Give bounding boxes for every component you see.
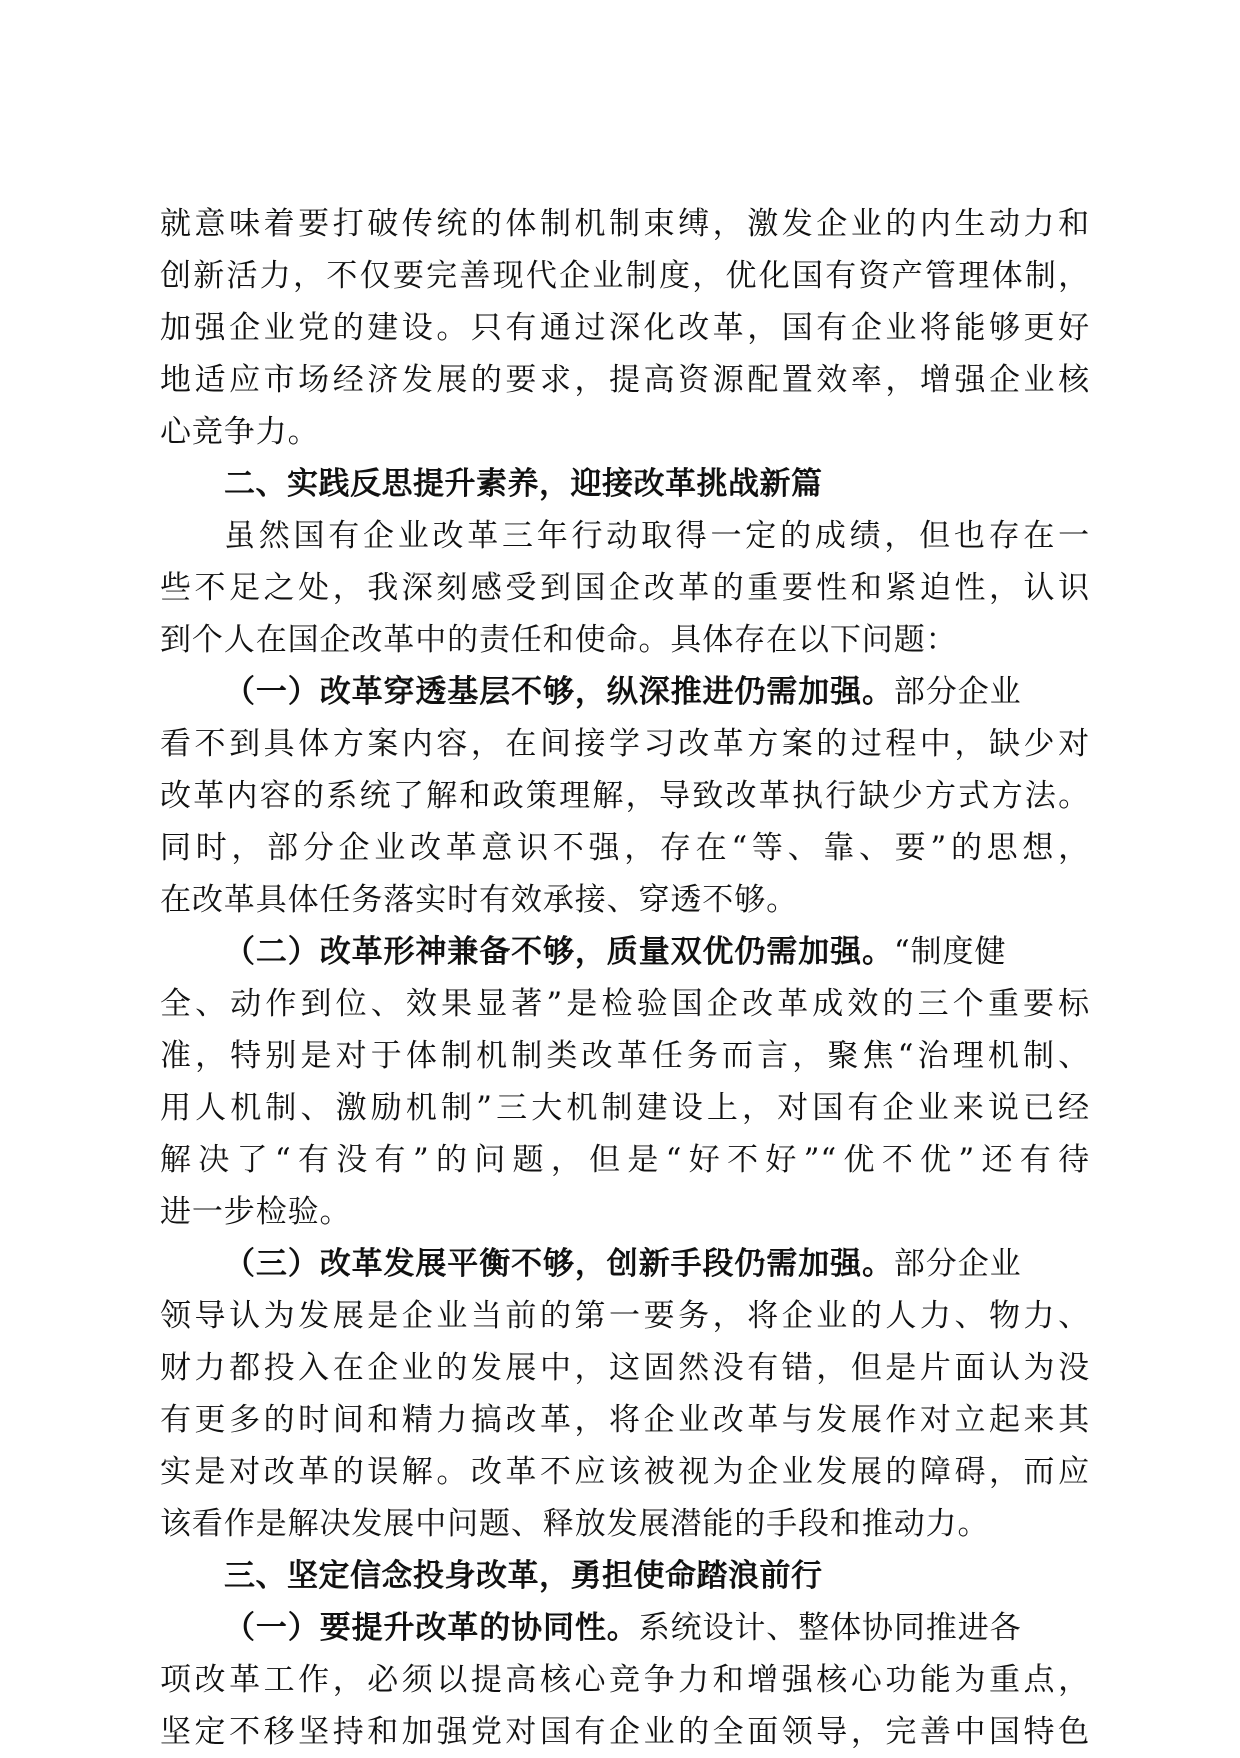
text-line: 领导认为发展是企业当前的第一要务，将企业的人力、物力、 [160, 1298, 1090, 1334]
text-line: 该看作是解决发展中问题、释放发展潜能的手段和推动力。 [160, 1506, 990, 1542]
text-line: 坚定不移坚持和加强党对国有企业的全面领导，完善中国特色 [160, 1714, 1090, 1750]
text-line: 准，特别是对于体制机制类改革任务而言，聚焦“治理机制、 [160, 1038, 1090, 1074]
text-line: 加强企业党的建设。只有通过深化改革，国有企业将能够更好 [160, 310, 1090, 346]
text-line: 在改革具体任务落实时有效承接、穿透不够。 [160, 882, 798, 918]
subsection-lead: （三）改革发展平衡不够，创新手段仍需加强。 [224, 1246, 894, 1282]
text-line: 改革内容的系统了解和政策理解，导致改革执行缺少方式方法。 [160, 778, 1090, 814]
subsection-lead: （二）改革形神兼备不够，质量双优仍需加强。 [224, 934, 894, 970]
text-line: 地适应市场经济发展的要求，提高资源配置效率，增强企业核 [160, 362, 1090, 398]
subsection-lead: （一）要提升改革的协同性。 [224, 1610, 639, 1646]
section-heading: 二、实践反思提升素养，迎接改革挑战新篇 [224, 466, 823, 502]
subsection-line [160, 1238, 1090, 1290]
text-line: 用人机制、激励机制”三大机制建设上，对国有企业来说已经 [160, 1090, 1090, 1126]
text-line: 全、动作到位、效果显著”是检验国企改革成效的三个重要标 [160, 986, 1090, 1022]
subsection-text: 部分企业 [893, 674, 1022, 710]
text-line: 有更多的时间和精力搞改革，将企业改革与发展作对立起来其 [160, 1402, 1090, 1438]
text-line: 同时，部分企业改革意识不强，存在“等、靠、要”的思想， [160, 830, 1090, 866]
text-line: 就意味着要打破传统的体制机制束缚，激发企业的内生动力和 [160, 206, 1090, 242]
text-line: 财力都投入在企业的发展中，这固然没有错，但是片面认为没 [160, 1350, 1090, 1386]
subsection-lead: （一）改革穿透基层不够，纵深推进仍需加强。 [224, 674, 894, 710]
subsection-text: “制度健 [893, 934, 1007, 970]
subsection-line [160, 926, 1090, 978]
paragraph-first-line: 虽然国有企业改革三年行动取得一定的成绩，但也存在一 [224, 518, 1090, 554]
text-line: 创新活力，不仅要完善现代企业制度，优化国有资产管理体制， [160, 258, 1090, 294]
text-line: 项改革工作，必须以提高核心竞争力和增强核心功能为重点， [160, 1662, 1090, 1698]
text-line: 心竞争力。 [160, 414, 320, 450]
text-line: 到个人在国企改革中的责任和使命。具体存在以下问题： [160, 622, 958, 658]
text-line: 解决了“有没有”的问题，但是“好不好”“优不优”还有待 [160, 1142, 1090, 1178]
document-body [160, 198, 1090, 1758]
text-line: 进一步检验。 [160, 1194, 352, 1230]
text-line: 些不足之处，我深刻感受到国企改革的重要性和紧迫性，认识 [160, 570, 1090, 606]
section-heading: 三、坚定信念投身改革，勇担使命踏浪前行 [224, 1558, 823, 1594]
text-line: 实是对改革的误解。改革不应该被视为企业发展的障碍，而应 [160, 1454, 1090, 1490]
text-line: 看不到具体方案内容，在间接学习改革方案的过程中，缺少对 [160, 726, 1090, 762]
subsection-text: 部分企业 [893, 1246, 1022, 1282]
subsection-text: 系统设计、整体协同推进各 [638, 1610, 1022, 1646]
subsection-line [160, 666, 1090, 718]
subsection-line [160, 1602, 1090, 1654]
